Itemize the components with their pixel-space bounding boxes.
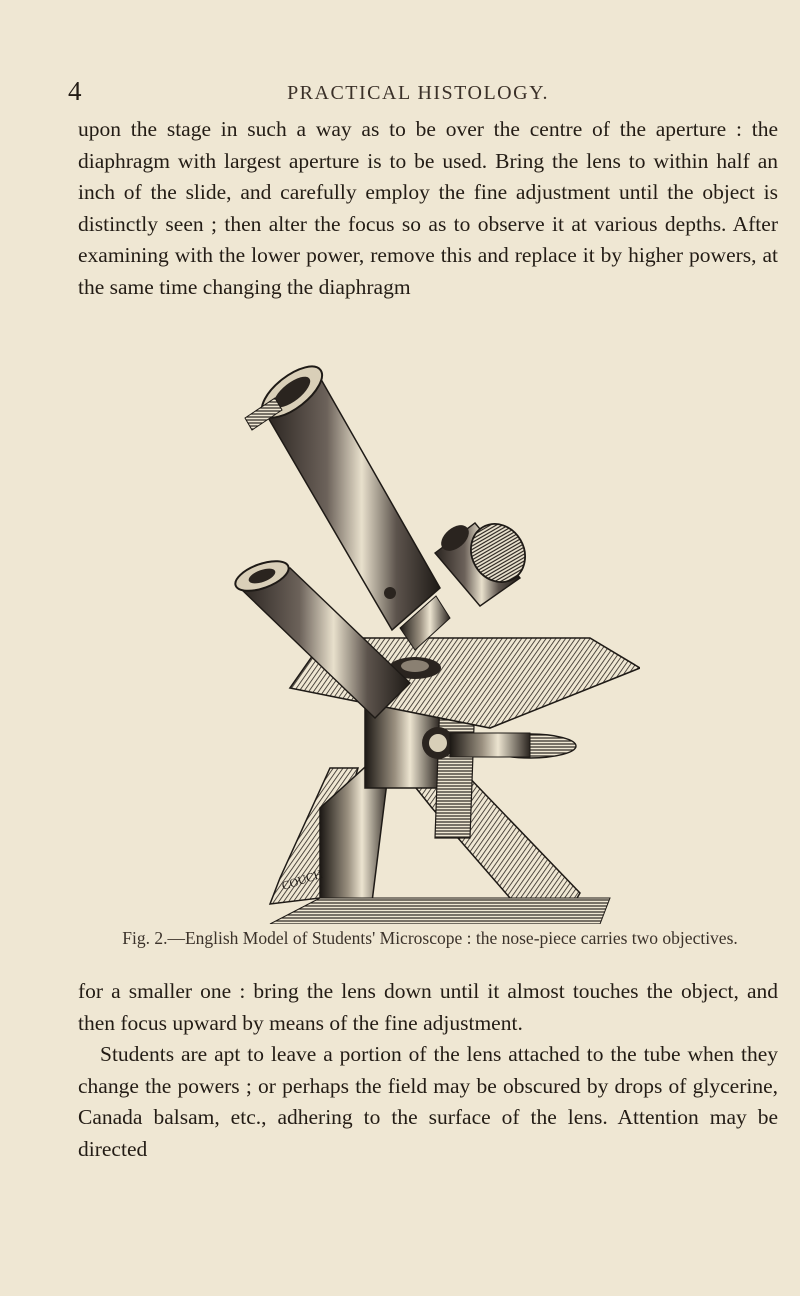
paragraph-students: Students are apt to leave a portion of the lens attached to the tube when they change the powers ; or perhaps the field may be obscured by drops of glycerine, Canada balsam, etc., adhering to the surface of the lens. Attention may be directed — [78, 1042, 778, 1161]
engraving-text: COUCH — [279, 866, 325, 894]
running-title: PRACTICAL HISTOLOGY. — [287, 82, 549, 104]
body-text-bottom — [78, 976, 778, 1165]
coarse-adjustment-knob — [435, 514, 536, 606]
paragraph-top: upon the stage in such a way as to be over the centre of the aperture : the diaphragm with largest aperture is to be used. Bring the lens to within half an inch of the slide, and carefully employ the fine adjustment until the object is distinctly seen ; then alter the focus so as to observe it at various depths. After examining with the lower power, remove this and replace it by higher powers, at the same time changing the diaphragm — [78, 117, 778, 299]
page-header — [68, 76, 768, 110]
paragraph-continuation: for a smaller one : bring the lens down until it almost touches the object, and then focus upward by means of the fine adjustment. — [78, 979, 778, 1035]
microscope-illustration — [170, 338, 640, 924]
page-number: 4 — [68, 76, 82, 106]
figure-caption: Fig. 2.—English Model of Students' Microscope : the nose-piece carries two objectives. — [122, 928, 738, 948]
mirror-arm — [270, 898, 610, 924]
